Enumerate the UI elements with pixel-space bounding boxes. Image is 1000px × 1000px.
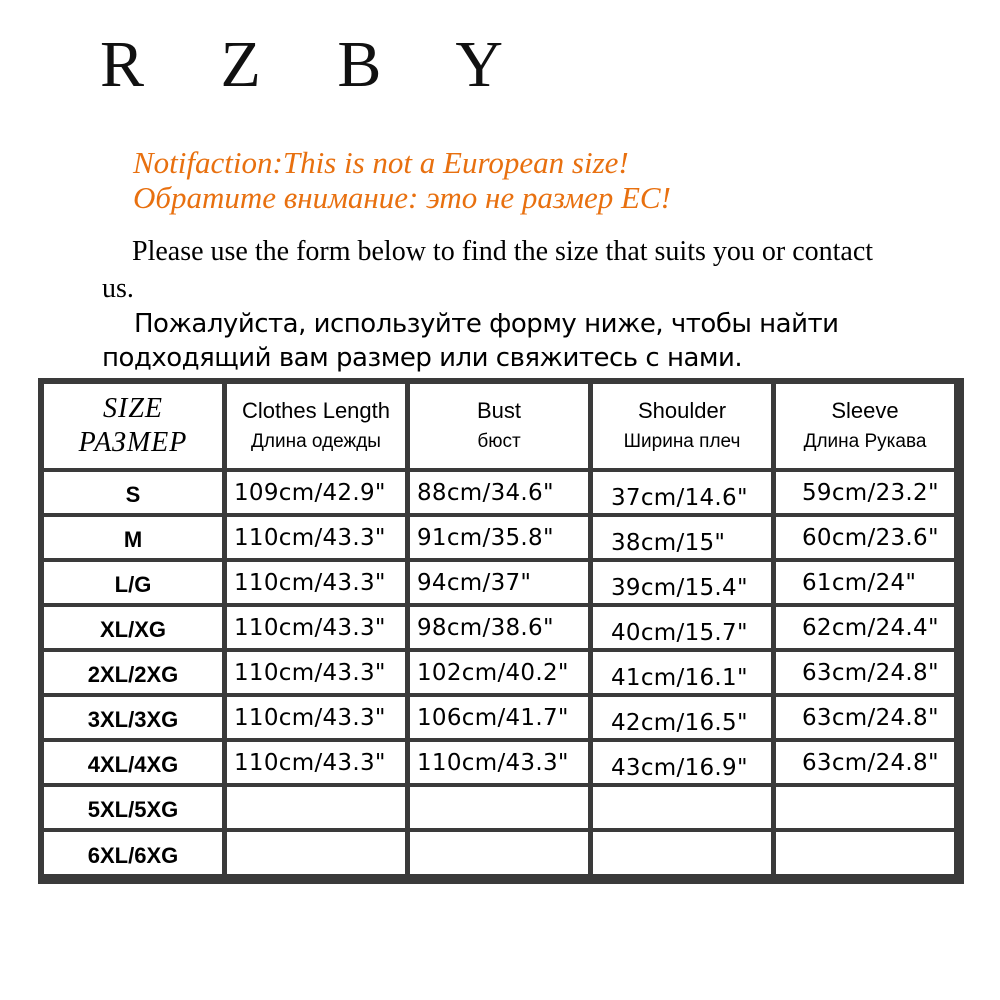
sleeve-value-cell: 61cm/24" bbox=[776, 562, 954, 603]
sleeve-value-cell: 63cm/24.8" bbox=[776, 697, 954, 738]
size-table bbox=[38, 378, 964, 884]
sleeve-value-cell: 62cm/24.4" bbox=[776, 607, 954, 648]
header-label-en: Clothes Length bbox=[242, 398, 390, 423]
shoulder-value-cell: 41cm/16.1" bbox=[593, 652, 771, 693]
instructions-english: Please use the form below to find the size that suits you or contact us. bbox=[102, 236, 874, 304]
header-label-en: Sleeve bbox=[831, 398, 899, 423]
sleeve-value-cell bbox=[776, 832, 954, 874]
bust-value-cell: 110cm/43.3" bbox=[410, 742, 588, 783]
bust-value-cell: 88cm/34.6" bbox=[410, 472, 588, 513]
shoulder-value-cell bbox=[593, 832, 771, 874]
size-label-cell: 2XL/2XG bbox=[44, 652, 222, 693]
instructions-russian: Пожалуйста, используйте форму ниже, чтобы найти подходящий вам размер или свяжитесь с нами. bbox=[102, 309, 839, 373]
clothes-length-value-cell: 109cm/42.9" bbox=[227, 472, 405, 513]
clothes-length-value-cell: 110cm/43.3" bbox=[227, 607, 405, 648]
size-header-en: SIZE bbox=[103, 393, 163, 424]
header-label-en: Bust bbox=[476, 398, 522, 423]
sleeve-value-cell: 63cm/24.8" bbox=[776, 652, 954, 693]
bust-value-cell bbox=[410, 787, 588, 828]
sleeve-value-cell: 60cm/23.6" bbox=[776, 517, 954, 558]
size-header-ru: РАЗМЕР bbox=[78, 427, 188, 458]
shoulder-value-cell: 40cm/15.7" bbox=[593, 607, 771, 648]
header-bust bbox=[410, 384, 588, 468]
size-label-cell: M bbox=[44, 517, 222, 558]
sleeve-value-cell: 63cm/24.8" bbox=[776, 742, 954, 783]
shoulder-value-cell bbox=[593, 787, 771, 828]
sleeve-value-cell bbox=[776, 787, 954, 828]
header-label-en: Shoulder bbox=[637, 398, 727, 423]
header-label-ru: бюст bbox=[477, 431, 521, 452]
shoulder-value-cell: 39cm/15.4" bbox=[593, 562, 771, 603]
size-label-cell: 5XL/5XG bbox=[44, 787, 222, 828]
clothes-length-value-cell: 110cm/43.3" bbox=[227, 742, 405, 783]
header-sleeve bbox=[776, 384, 954, 468]
header-label-ru: Длина одежды bbox=[251, 431, 381, 452]
size-table-grid bbox=[44, 384, 958, 878]
size-label-cell: XL/XG bbox=[44, 607, 222, 648]
size-label-cell: S bbox=[44, 472, 222, 513]
clothes-length-value-cell: 110cm/43.3" bbox=[227, 562, 405, 603]
notice-russian: Обратите внимание: это не размер ЕС! bbox=[133, 180, 671, 215]
sleeve-value-cell: 59cm/23.2" bbox=[776, 472, 954, 513]
bust-value-cell: 91cm/35.8" bbox=[410, 517, 588, 558]
bust-value-cell: 106cm/41.7" bbox=[410, 697, 588, 738]
size-label-cell: 3XL/3XG bbox=[44, 697, 222, 738]
shoulder-value-cell: 38cm/15" bbox=[593, 517, 771, 558]
size-label-cell: L/G bbox=[44, 562, 222, 603]
shoulder-value-cell: 43cm/16.9" bbox=[593, 742, 771, 783]
bust-value-cell: 102cm/40.2" bbox=[410, 652, 588, 693]
clothes-length-value-cell bbox=[227, 832, 405, 874]
shoulder-value-cell: 37cm/14.6" bbox=[593, 472, 771, 513]
bust-value-cell: 94cm/37" bbox=[410, 562, 588, 603]
size-header-cell bbox=[44, 384, 222, 468]
clothes-length-value-cell: 110cm/43.3" bbox=[227, 697, 405, 738]
brand-logo: R Z B Y bbox=[100, 28, 534, 101]
size-label-cell: 4XL/4XG bbox=[44, 742, 222, 783]
clothes-length-value-cell: 110cm/43.3" bbox=[227, 652, 405, 693]
header-label-ru: Длина Рукава bbox=[803, 431, 927, 452]
header-label-ru: Ширина плеч bbox=[623, 431, 741, 452]
clothes-length-value-cell: 110cm/43.3" bbox=[227, 517, 405, 558]
header-shoulder bbox=[593, 384, 771, 468]
shoulder-value-cell: 42cm/16.5" bbox=[593, 697, 771, 738]
header-clothes-length bbox=[227, 384, 405, 468]
bust-value-cell: 98cm/38.6" bbox=[410, 607, 588, 648]
clothes-length-value-cell bbox=[227, 787, 405, 828]
size-label-cell: 6XL/6XG bbox=[44, 832, 222, 874]
bust-value-cell bbox=[410, 832, 588, 874]
notice-english: Notifaction:This is not a European size! bbox=[133, 145, 629, 180]
